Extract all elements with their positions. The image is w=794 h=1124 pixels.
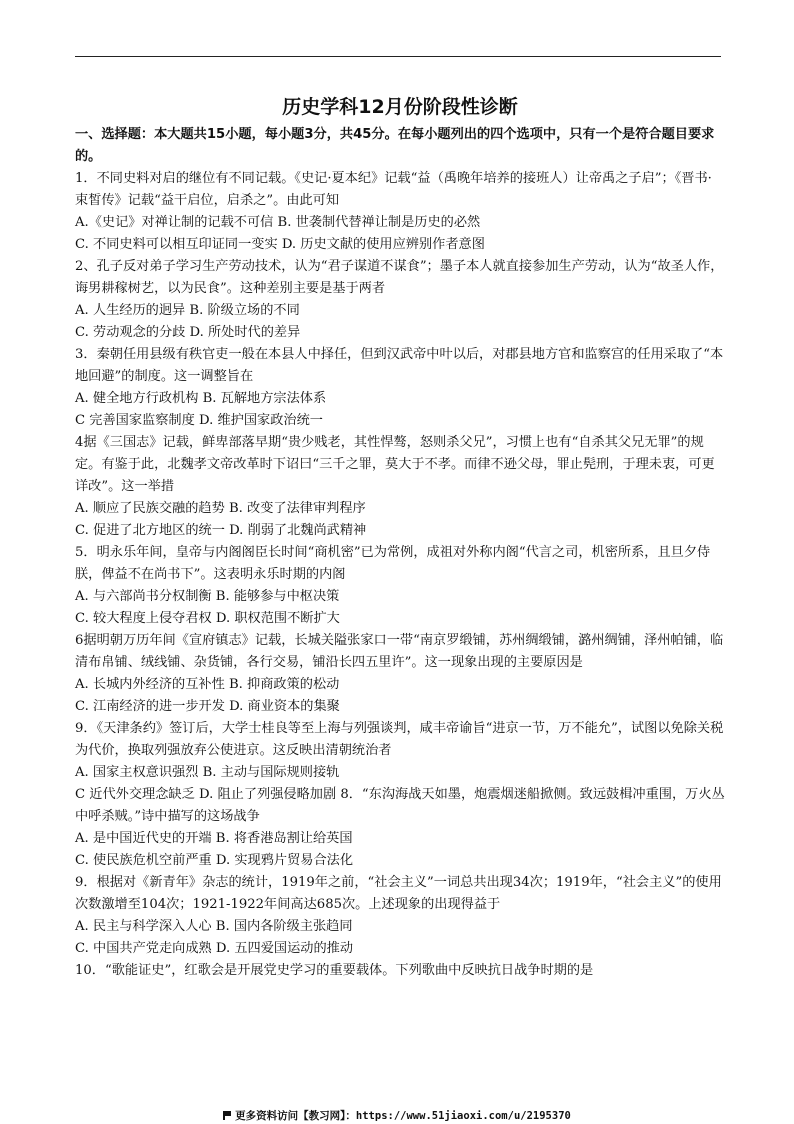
footer-link[interactable] (0, 1108, 794, 1123)
question-3 (75, 344, 725, 432)
section-heading: 一、选择题：本大题共15小题，每小题3分，共45分。在每小题列出的四个选项中，只有一个是符合题目要求的。 (75, 127, 715, 164)
options-line: C. 使民族危机空前严重 D. 实现鸦片贸易合法化 (75, 853, 354, 868)
options-line: C. 促进了北方地区的统一 D. 削弱了北魏尚武精神 (75, 523, 367, 538)
options-line: A. 是中国近代史的开端 B. 将香港岛割让给英国 (75, 831, 353, 846)
options-line: A. 顺应了民族交融的趋势 B. 改变了法律审判程序 (75, 501, 366, 516)
question-stem: 3．秦朝任用县级有秩官吏一般在本县人中择任，但到汉武帝中叶以后，对郡县地方官和监察宫的任用采取了“本地回避”的制度。这一调整旨在 (75, 347, 724, 384)
header-rule (75, 56, 721, 57)
question-stem: 2、孔子反对弟子学习生产劳动技术，认为“君子谋道不谋食”；墨子本人就直接参加生产劳动，认为“故圣人作，诲男耕稼树艺，以为民食”。这种差别主要是基于两者 (75, 259, 724, 296)
options-line: A. 人生经历的迥异 B. 阶级立场的不同 (75, 303, 300, 318)
question-stem: 9．根据对《新青年》杂志的统计，1919年之前，“社会主义”一词总共出现34次；1919年，“社会主义”的使用次数激增至104次；1921-1922年间高达685次。上述现象的出现得益于 (75, 875, 722, 912)
footer-text: 更多资料访问【教习网】：https://www.51jiaoxi.com/u/2195370 (235, 1110, 571, 1122)
options-line: C. 较大程度上侵夺君权 D. 职权范围不断扩大 (75, 611, 340, 626)
options-line: A. 长城内外经济的互补性 B. 抑商政策的松动 (75, 677, 340, 692)
options-line: C. 中国共产党走向成熟 D. 五四爱国运动的推动 (75, 941, 354, 956)
question-6 (75, 630, 725, 718)
question-stem: 9．《天津条约》签订后，大学士桂良等至上海与列强谈判，咸丰帝谕旨“进京一节，万不能允”，试图以免除关税为代价，换取列强放弃公使进京。这反映出清朝统治者 (75, 721, 724, 758)
options-line: A. 健全地方行政机构 B. 瓦解地方宗法体系 (75, 391, 327, 406)
question-stem: 5．明永乐年间，皇帝与内阁阁臣长时间“商机密”已为常例，成祖对外称内阁“代言之司，机密所系，且旦夕侍朕，俾益不在尚书下”。这表明永乐时期的内阁 (75, 545, 711, 582)
question-stem: 6据明朝万历年间《宣府镇志》记载，长城关隘张家口一带“南京罗缎铺，苏州绸缎铺，潞州绸铺，泽州帕铺，临清布帛铺、绒线铺、杂货铺，各行交易，铺沿长四五里许”。这一现象出现的主要原因是 (75, 633, 724, 670)
options-line: C 近代外交理念缺乏 D. 阻止了列强侵略加剧 8．“东沟海战天如墨，炮震烟迷船掀侧。致远鼓楫冲重围，万火丛中呼杀贼。”诗中描写的这场战争 (75, 787, 725, 824)
question-10 (75, 960, 725, 982)
options-line: C. 劳动观念的分歧 D. 所处时代的差异 (75, 325, 301, 340)
question-stem: 4据《三国志》记载，鲜卑部落早期“贵少贱老，其性悍骜，怒则杀父兄”，习惯上也有“自杀其父兄无罪”的规定。有鉴于此，北魏孝文帝改革时下诏曰“三千之罪，莫大于不孝。而律不逊父母，罪止髡刑，于理未衷，可更详改”。这一举措 (75, 435, 715, 494)
options-line: A. 与六部尚书分权制衡 B. 能够参与中枢决策 (75, 589, 340, 604)
options-line: A. 民主与科学深入人心 B. 国内各阶级主张趋同 (75, 919, 353, 934)
options-line: C. 不同史料可以相互印证同一变实 D. 历史文献的使用应辨别作者意图 (75, 237, 485, 252)
options-line: C. 江南经济的进一步开发 D. 商业资本的集聚 (75, 699, 340, 714)
question-stem: 1．不同史料对启的继位有不同记载。《史记·夏本纪》记载“益（禹晚年培养的接班人）让帝禹之子启”；《晋书·束皙传》记载“益干启位，启杀之”。由此可知 (75, 171, 712, 208)
options-line: C 完善国家监察制度 D. 维护国家政治统一 (75, 413, 323, 428)
options-line: A. 国家主权意识强烈 B. 主动与国际规则接轨 (75, 765, 340, 780)
options-line: A.《史记》对禅让制的记载不可信 B. 世袭制代替禅让制是历史的必然 (75, 215, 481, 230)
question-5 (75, 542, 725, 630)
question-1 (75, 168, 725, 256)
question-4 (75, 432, 725, 542)
question-9a (75, 718, 725, 872)
page-title: 历史学科12月份阶段性诊断 (282, 96, 518, 118)
question-2 (75, 256, 725, 344)
flag-icon (223, 1111, 231, 1120)
exam-paper (75, 92, 725, 982)
question-9b (75, 872, 725, 960)
question-stem: 10．“歌能证史”，红歌会是开展党史学习的重要载体。下列歌曲中反映抗日战争时期的是 (75, 963, 594, 978)
